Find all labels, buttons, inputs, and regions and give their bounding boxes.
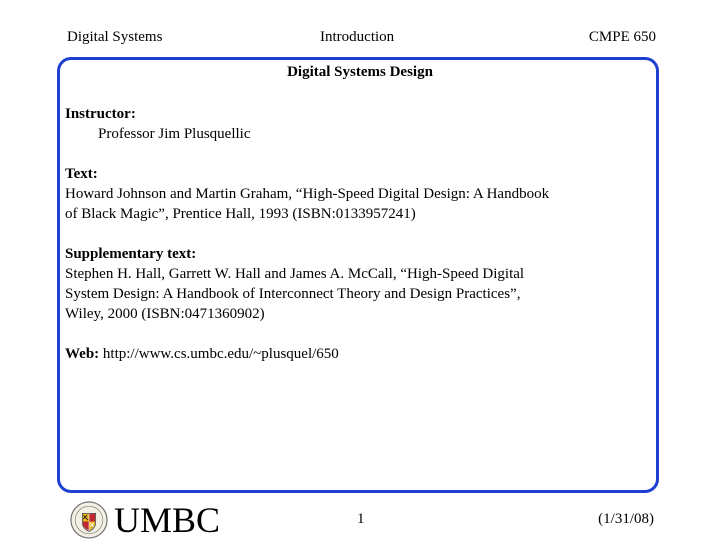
text-label: Text:: [65, 166, 98, 182]
umbc-seal-icon: [70, 501, 108, 539]
page-number: 1: [357, 511, 365, 527]
header-section-title: Introduction: [320, 29, 395, 45]
umbc-logo: [70, 498, 220, 542]
web-label: Web:: [65, 346, 100, 362]
instructor-section: [65, 104, 660, 144]
web-section: [65, 344, 660, 364]
text-reference-line-2: of Black Magic”, Prentice Hall, 1993 (ISBN:0133957241): [65, 206, 416, 222]
slide-date: (1/31/08): [598, 511, 654, 527]
umbc-wordmark: UMBC: [114, 500, 221, 540]
supplementary-section: [65, 244, 660, 324]
slide-content: [65, 62, 660, 384]
supplementary-reference-line-3: Wiley, 2000 (ISBN:0471360902): [65, 306, 265, 322]
header-course-code: CMPE 650: [588, 29, 656, 45]
instructor-name: Professor Jim Plusquellic: [98, 126, 251, 142]
slide-header: [0, 29, 720, 49]
header-course-name: Digital Systems: [67, 29, 163, 45]
text-section: [65, 164, 660, 224]
text-reference-line-1: Howard Johnson and Martin Graham, “High-Speed Digital Design: A Handbook: [65, 186, 550, 202]
supplementary-reference-line-2: System Design: A Handbook of Interconnect Theory and Design Practices”,: [65, 286, 521, 302]
supplementary-reference-line-1: Stephen H. Hall, Garrett W. Hall and James A. McCall, “High-Speed Digital: [65, 266, 525, 282]
instructor-label: Instructor:: [65, 106, 136, 122]
web-link[interactable]: http://www.cs.umbc.edu/~plusquel/650: [102, 346, 339, 362]
supplementary-label: Supplementary text:: [65, 246, 197, 262]
slide-title: Digital Systems Design: [287, 64, 433, 80]
